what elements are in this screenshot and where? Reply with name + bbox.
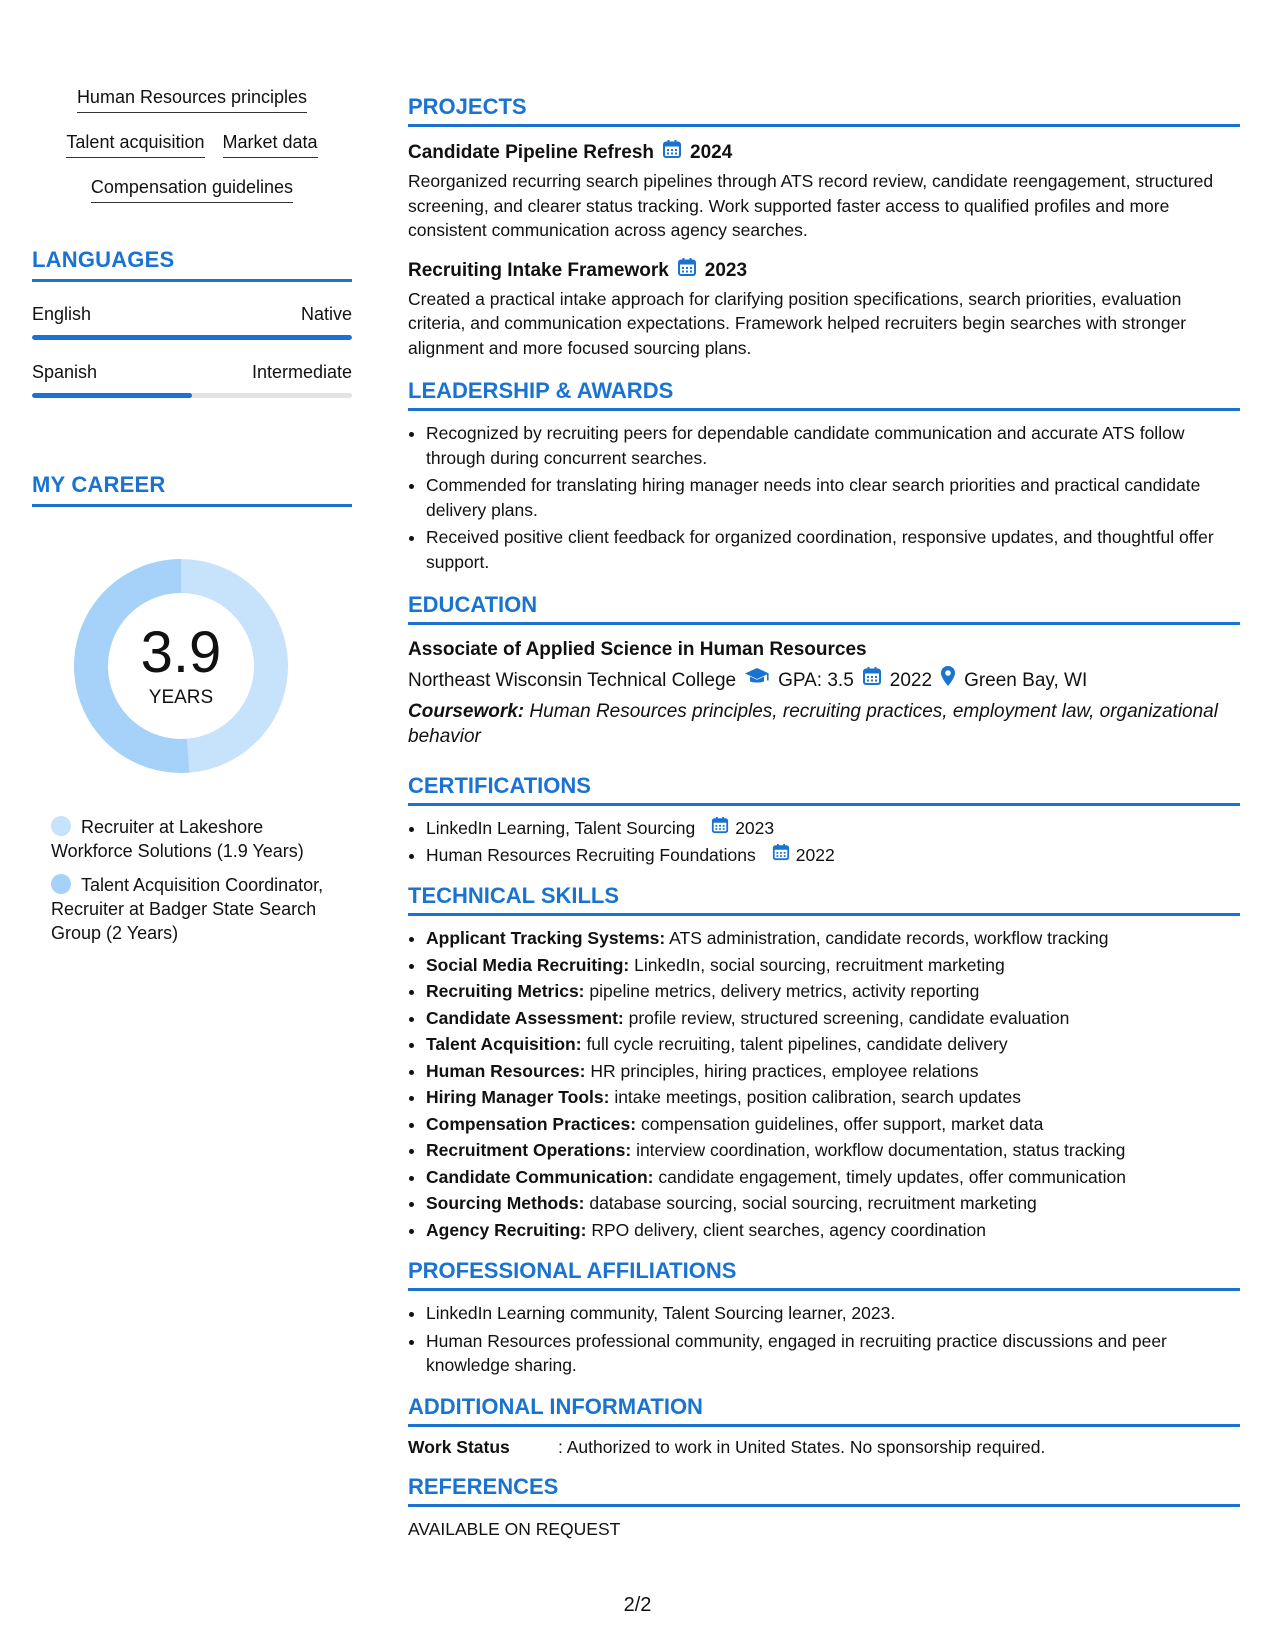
career-total: 3.9 [140,620,222,685]
legend-dot [51,816,71,836]
project-description: Created a practical intake approach for clarifying position specifications, search priorities, evaluation criteria, and communication expectations. Framework helped recruiters begin searches with stronger alignment and more focused sourcing plans. [408,288,1187,358]
skill-label: Agency Recruiting: [426,1219,587,1240]
skill-label: Candidate Assessment: [426,1007,624,1028]
technical-skills-list [408,926,1240,1242]
language-name: English [32,304,92,324]
project-title: Candidate Pipeline Refresh [408,142,655,163]
list-item [426,1138,1240,1163]
skill-tag: Human Resources principles [77,86,307,113]
skill-tags [32,86,352,203]
cert-name: • LinkedIn Learning, Talent Sourcing [426,818,696,838]
language-bar-fill [32,335,352,340]
language-name: Spanish [32,362,98,382]
degree: Associate of Applied Science in Human Resources [408,639,867,660]
work-status-label: Work Status [408,1436,510,1457]
skill-value: compensation guidelines, offer support, market data [640,1113,1044,1134]
career-legend [51,815,341,945]
work-status-value: : Authorized to work in United States. No sponsorship required. [558,1436,1046,1457]
list-item [426,816,1240,841]
legend-dot [51,874,71,894]
projects-heading: PROJECTS [408,94,1240,127]
skill-label: Talent Acquisition: [426,1034,582,1054]
project-description: Reorganized recurring search pipelines through ATS record review, candidate reengagement, structured screening, and clearer status tracking. Work supported faster access to qualified profiles and more consistent communication across agency searches. [408,171,1214,240]
list-item [426,979,1240,1004]
language-level: Intermediate [251,362,352,382]
references-heading: REFERENCES [408,1474,1240,1507]
graduation-year: 2022 [889,669,933,691]
list-item: • Received positive client feedback for organized coordination, responsive updates, and thoughtful offer support. [426,525,1240,574]
calendar-icon [711,816,729,841]
skill-value: profile review, structured screening, candidate evaluation [628,1007,1070,1028]
legend-label: Talent Acquisition Coordinator, Recruiter at Badger State Search Group (2 Years) [51,875,324,943]
list-item [426,1059,1240,1084]
list-item [426,1191,1240,1216]
project-title: Recruiting Intake Framework [408,259,669,281]
skill-value: full cycle recruiting, talent pipelines, candidate delivery [586,1034,1008,1054]
cert-year: 2022 [795,844,835,865]
list-item: • Human Resources professional community, engaged in recruiting practice discussions and peer knowledge sharing. [426,1329,1240,1378]
calendar-icon [772,843,790,868]
skill-label: Social Media Recruiting: [426,954,630,975]
coursework [408,700,1240,749]
list-item [426,1218,1240,1243]
language-bar-fill [32,393,192,398]
gpa: GPA: 3.5 [778,669,854,691]
skill-value: HR principles, hiring practices, employee relations [590,1060,979,1081]
project-year: 2023 [704,259,748,281]
skill-tag: Compensation guidelines [91,176,293,203]
language-bar [32,335,352,340]
list-item: • LinkedIn Learning community, Talent Sourcing learner, 2023. [426,1301,1240,1326]
certifications-list [408,816,1240,867]
skill-value: LinkedIn, social sourcing, recruitment marketing [634,954,1005,975]
skill-value: interview coordination, workflow documentation, status tracking [636,1140,1126,1160]
languages-section [32,247,352,398]
skill-label: Candidate Communication: [426,1166,654,1187]
list-item [426,953,1240,978]
project-title-row [408,139,1240,167]
project-title-row [408,257,1240,285]
leadership-section [408,378,1240,574]
references-text: AVAILABLE ON REQUEST [408,1518,621,1539]
skill-label: Sourcing Methods: [426,1193,585,1213]
skill-label: Recruitment Operations: [426,1140,632,1160]
list-item [426,1006,1240,1031]
additional-info-heading: ADDITIONAL INFORMATION [408,1394,1240,1427]
additional-info-section [408,1394,1240,1458]
school-location: Green Bay, WI [964,669,1088,691]
school-name: Northeast Wisconsin Technical College [408,669,737,691]
language-item [32,362,352,398]
language-item [32,304,352,340]
affiliations-heading: PROFESSIONAL AFFILIATIONS [408,1258,1240,1291]
skill-value: RPO delivery, client searches, agency coordination [591,1219,986,1240]
coursework-label: Coursework: [408,701,525,722]
affiliations-list [408,1301,1240,1378]
career-heading: MY CAREER [32,472,352,507]
list-item [426,1085,1240,1110]
legend-item [51,873,341,945]
career-donut [66,551,296,781]
leadership-list [408,421,1240,574]
graduation-cap-icon [744,666,770,695]
career-unit: YEARS [148,687,214,708]
cert-year: 2023 [735,818,775,838]
coursework-value: Human Resources principles, recruiting practices, employment law, organizational behavior [408,701,1218,747]
list-item [426,843,1240,868]
career-section [32,472,352,945]
cert-name: • Human Resources Recruiting Foundations [426,844,756,865]
projects-section [408,94,1240,360]
calendar-icon [662,139,682,167]
certifications-section [408,773,1240,867]
skill-value: intake meetings, position calibration, search updates [614,1087,1021,1107]
list-item [426,1165,1240,1190]
calendar-icon [677,257,697,285]
certifications-heading: CERTIFICATIONS [408,773,1240,806]
list-item [426,1032,1240,1057]
project-year: 2024 [690,142,733,163]
list-item [426,1112,1240,1137]
language-level: Native [300,304,352,324]
leadership-heading: LEADERSHIP & AWARDS [408,378,1240,411]
skill-value: database sourcing, social sourcing, recruitment marketing [589,1193,1037,1213]
list-item [426,926,1240,951]
right-column [408,94,1240,1541]
location-pin-icon [940,665,956,696]
legend-label: Recruiter at Lakeshore Workforce Solutions (1.9 Years) [51,817,304,861]
list-item: • Recognized by recruiting peers for dependable candidate communication and accurate ATS follow through during concurrent searches. [426,421,1240,470]
left-column [32,86,352,955]
page-number: 2/2 [623,1594,652,1616]
education-heading: EDUCATION [408,592,1240,625]
affiliations-section [408,1258,1240,1378]
language-bar [32,393,352,398]
work-status-row [408,1437,1240,1458]
legend-item [51,815,341,863]
calendar-icon [862,666,882,695]
skill-label: Human Resources: [426,1060,586,1081]
education-section [408,592,1240,749]
languages-heading: LANGUAGES [32,247,352,282]
skill-label: Recruiting Metrics: [426,981,585,1001]
skill-label: Applicant Tracking Systems: [426,928,666,948]
technical-skills-section [408,883,1240,1242]
education-details [408,665,1240,696]
skill-label: Hiring Manager Tools: [426,1087,610,1107]
list-item: • Commended for translating hiring manager needs into clear search priorities and practical candidate delivery plans. [426,473,1240,522]
technical-skills-heading: TECHNICAL SKILLS [408,883,1240,916]
skill-label: Compensation Practices: [426,1113,637,1134]
references-section [408,1474,1240,1542]
skill-tag: Talent acquisition [66,131,204,158]
skill-value: candidate engagement, timely updates, offer communication [658,1166,1126,1187]
skill-value: pipeline metrics, delivery metrics, activity reporting [589,981,980,1001]
skill-tag: Market data [223,131,318,158]
skill-value: ATS administration, candidate records, workflow tracking [669,928,1109,948]
